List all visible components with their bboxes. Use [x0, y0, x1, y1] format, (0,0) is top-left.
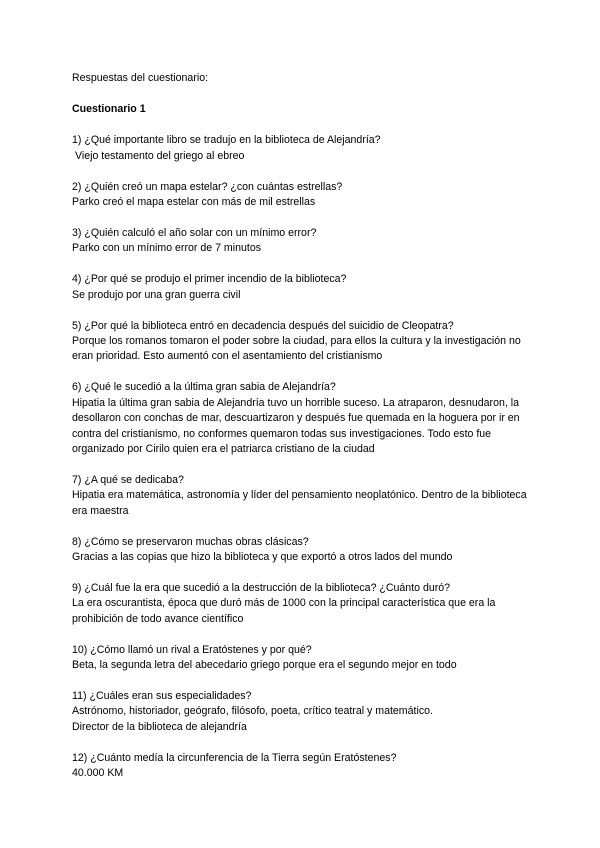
answer-11-line-1: Astrónomo, historiador, geógrafo, filósofo, poeta, crítico teatral y matemático.: [72, 705, 433, 718]
answer-12: 40.000 KM: [72, 767, 124, 779]
qa-item-7: [72, 473, 542, 519]
question-11: 11) ¿Cuáles eran sus especialidades?: [72, 689, 252, 702]
answer-9: La era oscurantista, época que duró más de 1000 con la principal característica que era la prohibición de todo avance científico: [72, 597, 496, 625]
document-intro: Respuestas del cuestionario:: [72, 72, 209, 84]
qa-item-10: [72, 643, 542, 674]
qa-item-11: [72, 689, 542, 735]
question-8: 8) ¿Cómo se preservaron muchas obras clásicas?: [72, 535, 309, 548]
answer-1: Viejo testamento del griego al ebreo: [75, 149, 245, 162]
question-9: 9) ¿Cuál fue la era que sucedió a la destrucción de la biblioteca? ¿Cuánto duró?: [72, 581, 451, 594]
answer-7: Hipatia era matemática, astronomía y líder del pensamiento neoplatónico. Dentro de la biblioteca era maestra: [72, 489, 527, 517]
answer-2: Parko creó el mapa estelar con más de mil estrellas: [72, 196, 316, 209]
qa-item-1: [72, 133, 542, 164]
qa-item-3: [72, 226, 542, 257]
answer-10: Beta, la segunda letra del abecedario griego porque era el segundo mejor en todo: [72, 658, 457, 671]
question-6: 6) ¿Qué le sucedió a la última gran sabia de Alejandría?: [72, 381, 336, 394]
answer-8: Gracias a las copias que hizo la biblioteca y que exportó a otros lados del mundo: [72, 550, 453, 563]
answer-6: Hipatia la última gran sabia de Alejandría tuvo un horrible suceso. La atraparon, desnudaron, la desollaron con conchas de mar, descuartizaron y después fue quemada en la hoguera por ir en contra del cristianismo, no conformes quemaron todas sus investigaciones. Todo esto fue organizado por Cirilo quien era el patriarca cristiano de la ciudad: [72, 396, 520, 455]
qa-item-5: [72, 319, 542, 365]
document-page: [72, 71, 542, 781]
answer-5: Porque los romanos tomaron el poder sobre la ciudad, para ellos la cultura y la investigación no eran prioridad. Esto aumentó con el asentamiento del cristianismo: [72, 334, 521, 363]
question-3: 3) ¿Quién calculó el año solar con un mínimo error?: [72, 226, 317, 239]
question-12: 12) ¿Cuánto medía la circunferencia de la Tierra según Eratóstenes?: [72, 751, 397, 764]
question-2: 2) ¿Quién creó un mapa estelar? ¿con cuántas estrellas?: [72, 180, 343, 193]
qa-item-6: [72, 380, 542, 457]
qa-item-4: [72, 272, 542, 303]
question-5: 5) ¿Por qué la biblioteca entró en decadencia después del suicidio de Cleopatra?: [72, 319, 454, 332]
question-7: 7) ¿A qué se dedicaba?: [72, 473, 184, 486]
answer-3: Parko con un mínimo error de 7 minutos: [72, 242, 262, 255]
qa-item-9: [72, 581, 542, 627]
qa-item-8: [72, 535, 542, 566]
questionnaire-heading: Cuestionario 1: [72, 103, 146, 116]
qa-item-12: [72, 751, 542, 782]
question-4: 4) ¿Por qué se produjo el primer incendio de la biblioteca?: [72, 273, 347, 286]
question-1: 1) ¿Qué importante libro se tradujo en la biblioteca de Alejandría?: [72, 134, 381, 147]
qa-item-2: [72, 180, 542, 211]
answer-4: Se produjo por una gran guerra civil: [72, 288, 241, 301]
question-10: 10) ¿Cómo llamó un rival a Eratóstenes y por qué?: [72, 643, 312, 656]
answer-11-line-2: Director de la biblioteca de alejandría: [72, 720, 247, 733]
